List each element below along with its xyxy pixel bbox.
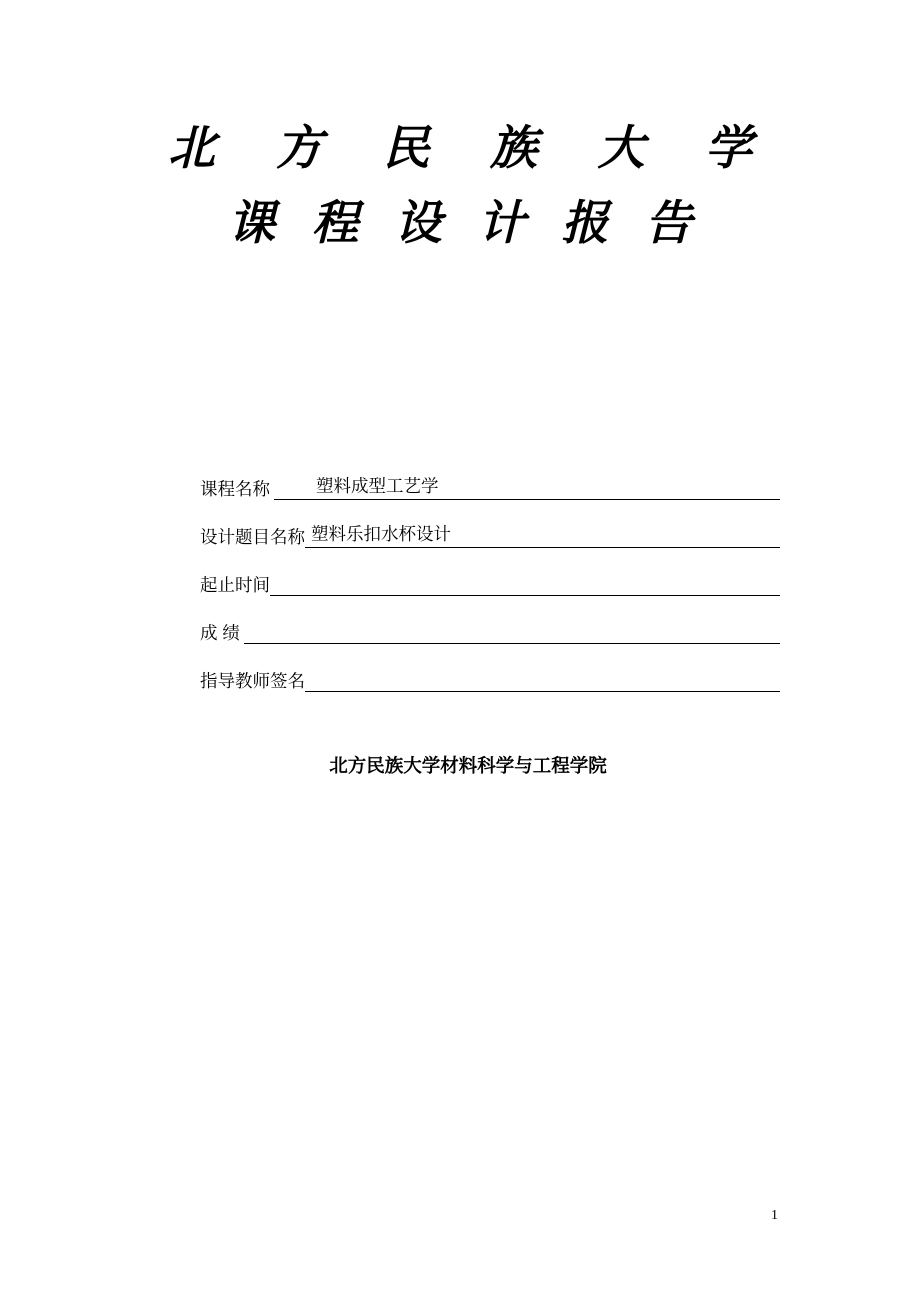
design-topic-label: 设计题目名称: [200, 527, 305, 547]
grade-field[interactable]: [244, 619, 780, 644]
course-name-label: 课程名称: [200, 479, 270, 499]
document-title-line-1: 北 方 民 族 大 学: [168, 121, 774, 176]
form-row-date-range: [200, 548, 780, 596]
form-row-instructor-signature: [200, 644, 780, 692]
design-topic-value: 塑料乐扣水杯设计: [311, 524, 451, 544]
department-name: 北方民族大学材料科学与工程学院: [329, 755, 607, 776]
form-row-course-name: [200, 452, 780, 500]
instructor-signature-field[interactable]: [305, 667, 780, 692]
design-topic-field[interactable]: [305, 523, 780, 548]
form-row-design-topic: [200, 500, 780, 548]
form-row-grade: [200, 596, 780, 644]
document-title-line-2: 课 程 设 计 报 告: [228, 195, 702, 251]
form-block: [200, 452, 780, 692]
title-block: [0, 120, 920, 254]
course-name-value: 塑料成型工艺学: [316, 476, 439, 496]
grade-label: 成 绩: [200, 623, 240, 643]
instructor-signature-label: 指导教师签名: [200, 671, 305, 691]
page-number: 1: [771, 1208, 778, 1223]
date-range-field[interactable]: [270, 571, 780, 596]
course-name-field[interactable]: [274, 475, 780, 500]
date-range-label: 起止时间: [200, 575, 270, 595]
